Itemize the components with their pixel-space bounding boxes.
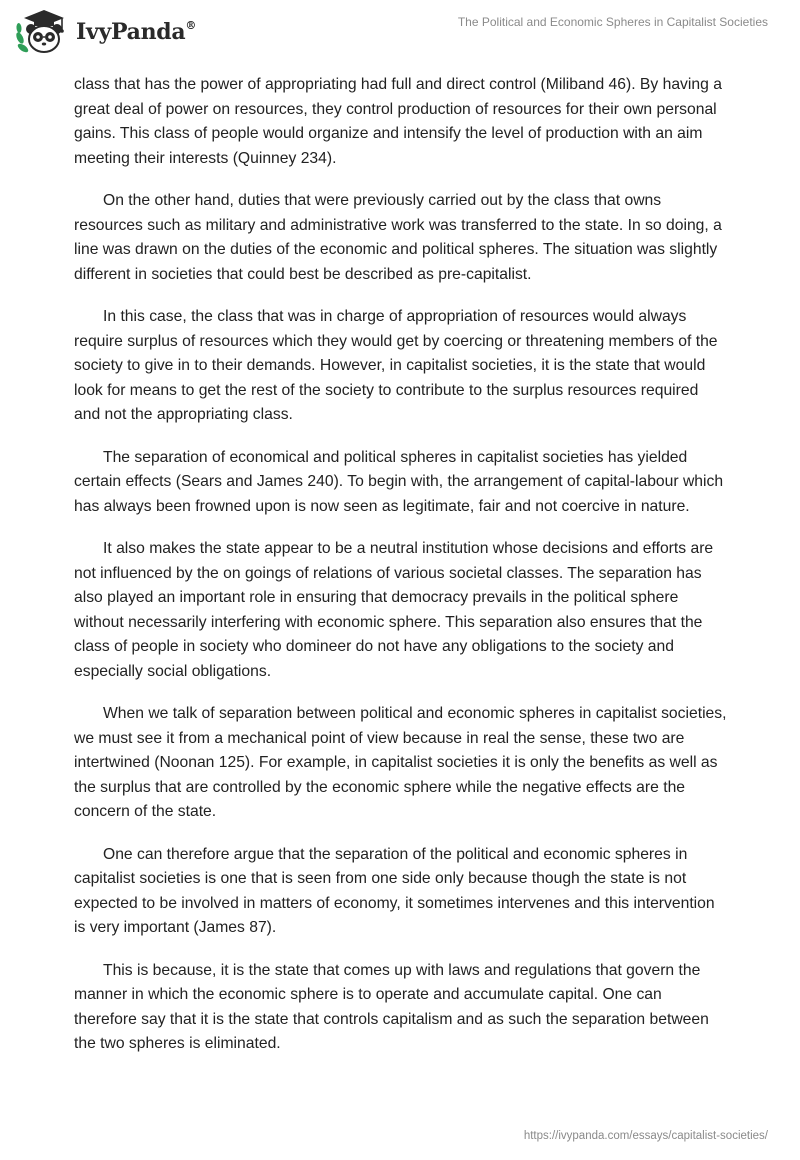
paragraph: class that has the power of appropriating had full and direct control (Miliband 46). By having a great deal of power on resources, they control production of resources for their own personal gains. This class of people would organize and intensify the level of production with an aim meeting their interests (Quinney 234). — [74, 76, 722, 167]
paragraph: It also makes the state appear to be a neutral institution whose decisions and efforts are not influenced by the on goings of relations of various societal classes. The separation has also played an important role in ensuring that democracy prevails in the political sphere without necessarily interfering with economic sphere. This separation also ensures that the class of people in society who domineer do not have any obligations to the society and especially social obligations. — [74, 540, 714, 680]
page-header — [0, 0, 800, 64]
source-url[interactable]: https://ivypanda.com/essays/capitalist-societies/ — [523, 1130, 768, 1142]
paragraph: One can therefore argue that the separation of the political and economic spheres in capitalist societies is one that is seen from one side only because though the state is not expected to be involved in matters of economy, it sometimes intervenes and this intervention is very important (James 87). — [74, 845, 715, 936]
ivypanda-logo[interactable] — [14, 8, 196, 56]
paragraph: On the other hand, duties that were previously carried out by the class that owns resources such as military and administrative work was transferred to the state. In so doing, a line was drawn on the duties of the economic and political spheres. The situation was slightly different in societies that could best be described as pre-capitalist. — [74, 192, 722, 283]
panda-graduate-icon — [14, 8, 70, 56]
paragraph: In this case, the class that was in charge of appropriation of resources would always require surplus of resources which they would get by coercing or threatening members of the society to give in to their demands. However, in capitalist societies, it is the state that would look for means to get the rest of the society to contribute to the surplus resources required and not the appropriating class. — [74, 308, 718, 423]
essay-body — [74, 73, 728, 1075]
paragraph: When we talk of separation between political and economic spheres in capitalist societies, we must see it from a mechanical point of view because in real the sense, these two are intertwined (Noonan 125). For example, in capitalist societies it is only the benefits as well as the surplus that are controlled by the economic sphere while the negative effects are the concern of the state. — [74, 705, 727, 820]
brand-name: IvyPanda® — [76, 18, 197, 45]
paragraph: This is because, it is the state that comes up with laws and regulations that govern the manner in which the economic sphere is to operate and accumulate capital. One can therefore say that it is the state that controls capitalism and as such the separation between the two spheres is eliminated. — [74, 961, 709, 1052]
document-title: The Political and Economic Spheres in Capitalist Societies — [457, 15, 768, 29]
paragraph: The separation of economical and political spheres in capitalist societies has yielded certain effects (Sears and James 240). To begin with, the arrangement of capital-labour which has always been frowned upon is now seen as legitimate, fair and not coercive in nature. — [74, 448, 724, 515]
